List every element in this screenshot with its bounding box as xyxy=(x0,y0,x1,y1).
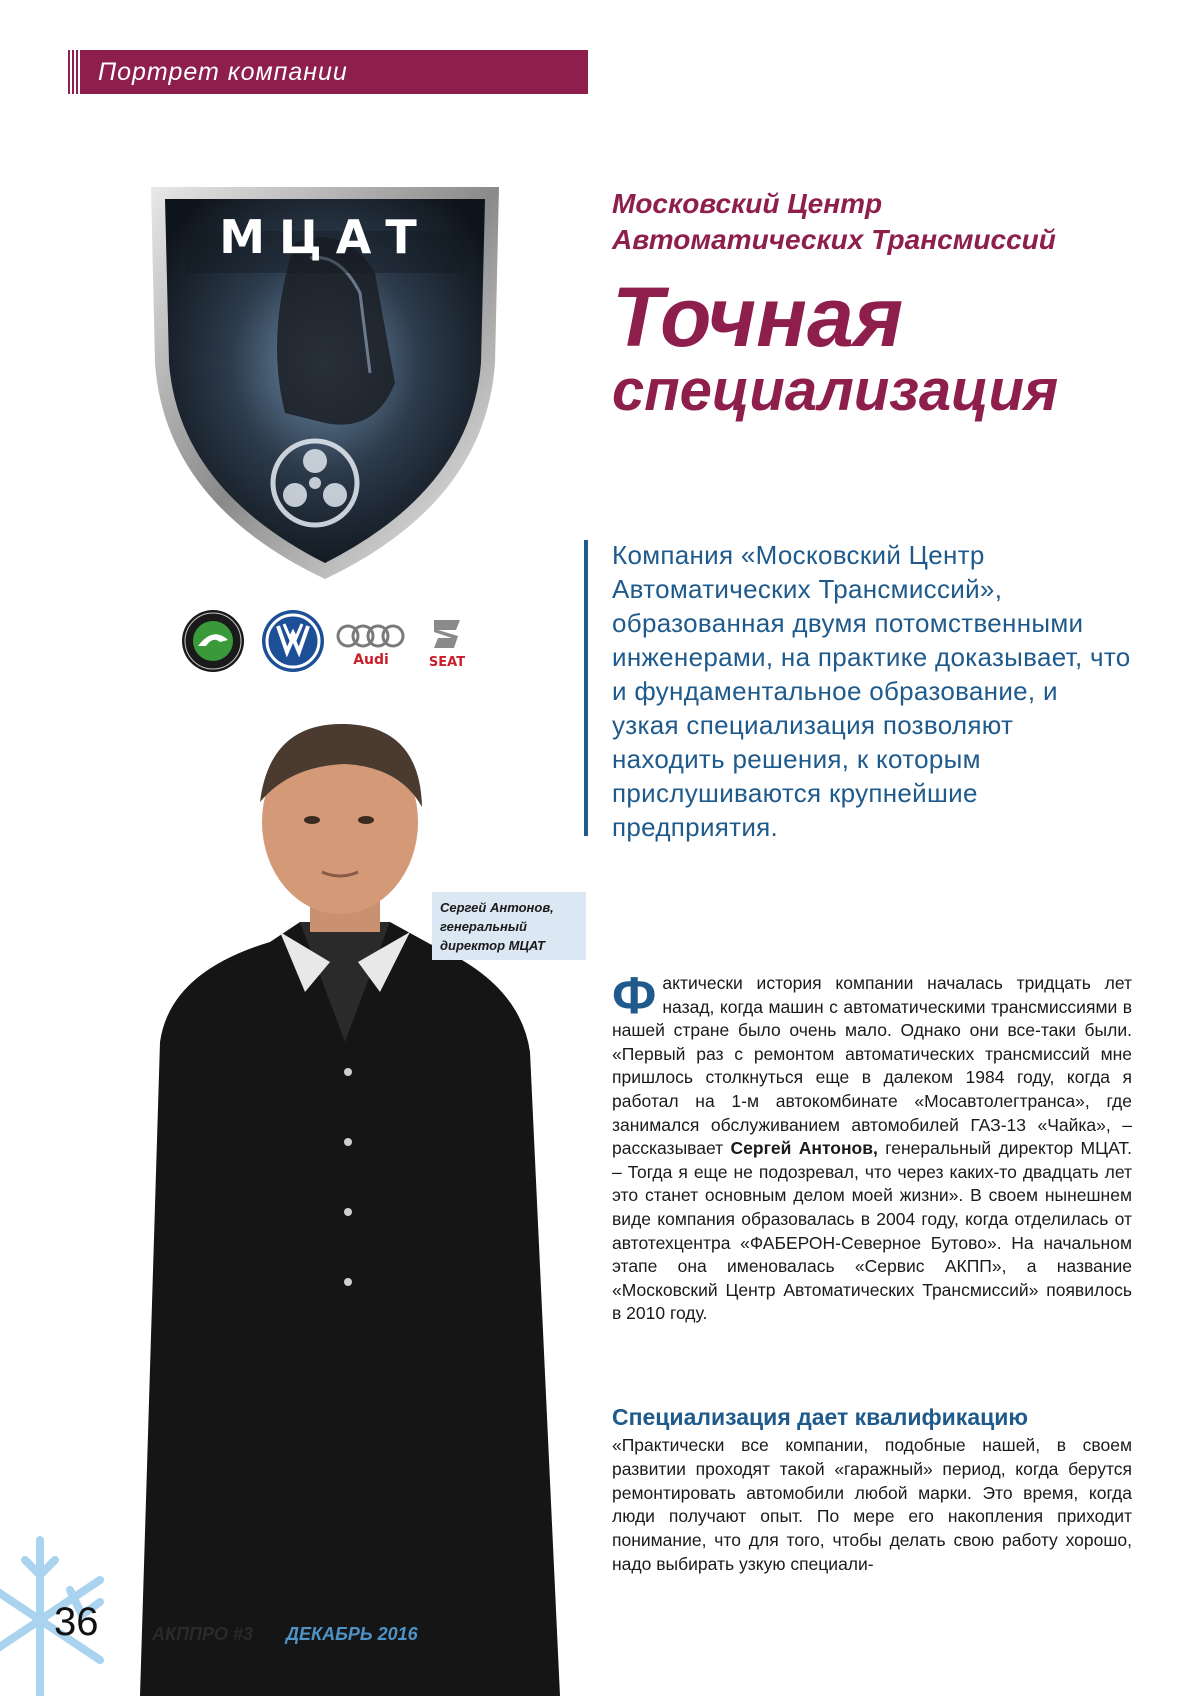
volkswagen-logo-icon xyxy=(260,608,326,674)
paragraph-1-end: генеральный директор МЦАТ. – Тогда я еще не подозревал, что через каких-то двадцать лет это станет основным делом моей жизни». В своем нынешнем виде компания образовалась в 2004 году, когда отделилась от автотехцентра «ФАБЕРОН-Северное Бутово». На начальном этапе она именовалась «Сервис АКПП», а название «Московский Центр Автоматических Трансмиссий» появилось в 2010 году. xyxy=(612,1138,1132,1324)
skoda-logo-icon xyxy=(180,608,246,674)
svg-text:SEAT: SEAT xyxy=(428,655,466,670)
company-name xyxy=(612,186,1152,258)
logo-text: МЦАТ xyxy=(219,210,431,264)
portrait-photo xyxy=(100,712,580,1696)
lead-accent-bar xyxy=(584,540,588,836)
audi-logo-icon xyxy=(336,618,406,668)
header-stripes xyxy=(66,50,80,94)
section-label: Портрет компании xyxy=(98,58,348,86)
article-title-line1: Точная xyxy=(612,270,904,364)
magazine-name: АКППРО #3 xyxy=(152,1624,253,1644)
photo-caption: Сергей Антонов, генеральный директор МЦАТ xyxy=(432,892,586,960)
seat-logo-icon xyxy=(414,616,480,670)
page-number: 36 xyxy=(54,1600,99,1644)
drop-cap: Ф xyxy=(612,967,657,1025)
article-paragraph-2: «Практически все компании, подобные нашей, в своем развитии проходят такой «гаражный» период, когда берутся ремонтировать автомобили любой марки. Это время, когда люди получают опыт. По мере его накопления приходит понимание, что для того, чтобы делать свою работу хорошо, надо выбирать узкую специали- xyxy=(612,1435,1132,1574)
company-name-line2: Автоматических Трансмиссий xyxy=(612,224,1056,255)
svg-text:Audi: Audi xyxy=(353,652,389,668)
issue-date: ДЕКАБРЬ 2016 xyxy=(286,1624,418,1644)
article-subhead: Специализация дает квалификацию xyxy=(612,1404,1029,1430)
article-lead: Компания «Московский Центр Автоматических Трансмиссий», образованная двумя потомственными инженерами, на практике доказывает, что и фундаментальное образование, и узкая специализация позволяют находить решения, к которым прислушиваются крупнейшие предприятия. xyxy=(612,540,1131,842)
article-body xyxy=(612,967,1132,1326)
paragraph-1-start: актически история компании началась тридцать лет назад, когда машин с автоматическими трансмиссиями в нашей стране было очень мало. Однако они все-таки были. «Первый раз с ремонтом автоматических трансмиссий мне пришлось столкнуться еще в далеком 1984 году, когда я работал на 1-м автокомбинате «Мосавтолегтранса», где занимался обслуживанием автомобилей ГАЗ-13 «Чайка», – рассказывает xyxy=(612,973,1132,1159)
person-name: Сергей Антонов, xyxy=(730,1138,878,1159)
brand-logos xyxy=(180,608,480,678)
article-title-line2: специализация xyxy=(612,358,1059,423)
company-name-line1: Московский Центр xyxy=(612,188,883,219)
section-header-bar xyxy=(66,50,588,94)
